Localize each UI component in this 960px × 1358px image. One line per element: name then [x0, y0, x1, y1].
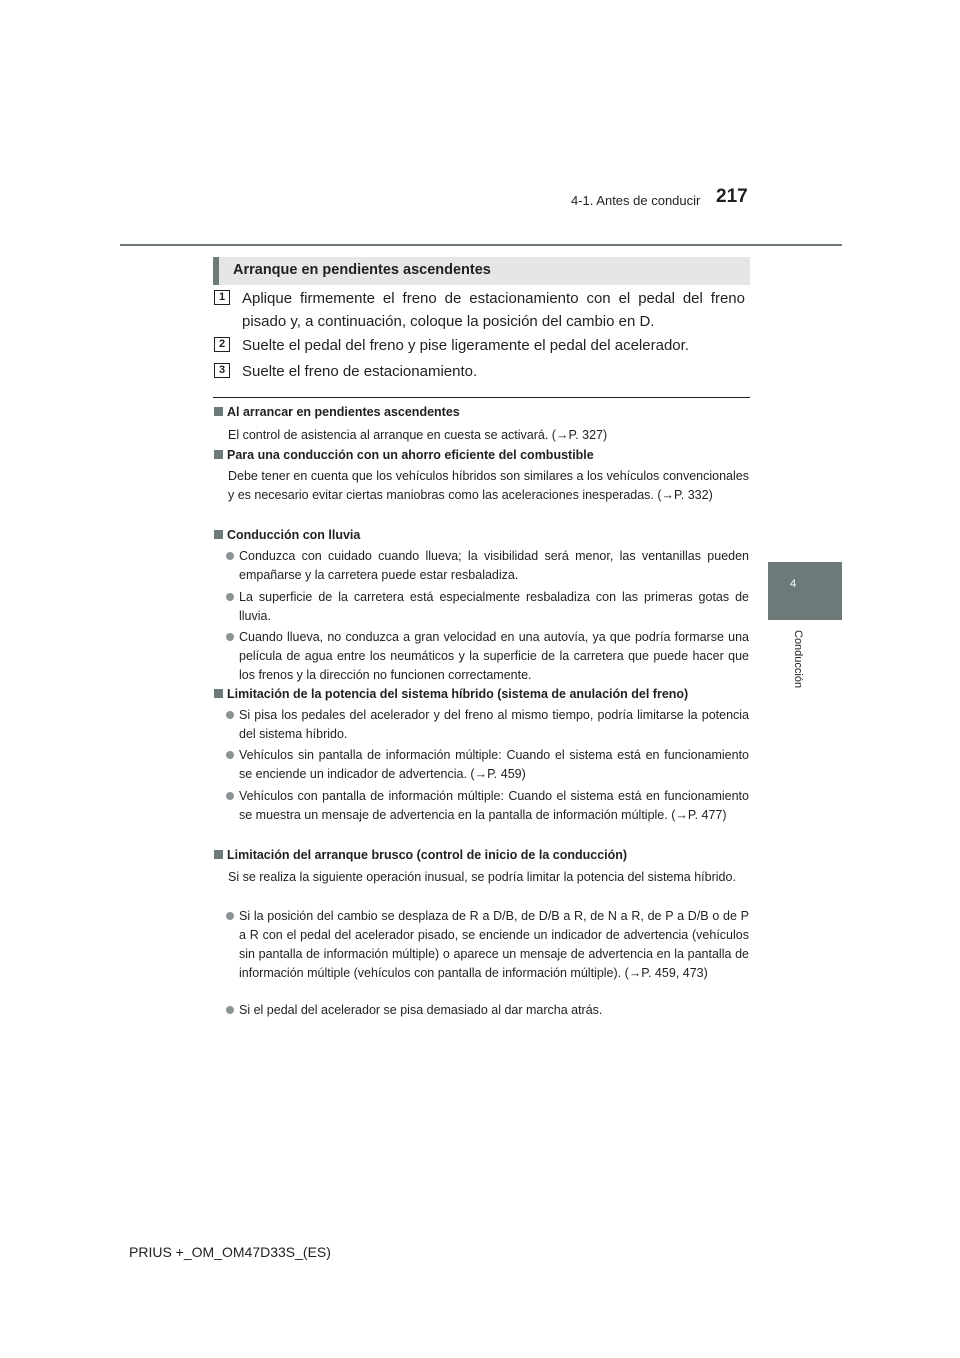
note-heading-text: Limitación de la potencia del sistema híbrido (sistema de anulación del freno) [227, 687, 689, 701]
round-bullet-icon [226, 593, 234, 601]
square-bullet-icon [214, 850, 223, 859]
document-code: PRIUS +_OM_OM47D33S_(ES) [129, 1244, 331, 1260]
note-heading-text: Conducción con lluvia [227, 528, 361, 542]
section-title-bar [213, 257, 750, 285]
round-bullet-icon [226, 1006, 234, 1014]
note-heading-text: Limitación del arranque brusco (control de inicio de la conducción) [227, 848, 628, 862]
running-header-section: 4-1. Antes de conducir [571, 193, 701, 208]
note-body: Debe tener en cuenta que los vehículos híbridos son similares a los vehículos convencionales y es necesario evitar ciertas maniobras como las aceleraciones inesperadas. (→P. 332) [228, 469, 749, 502]
round-bullet-icon [226, 792, 234, 800]
step-number-2: 2 [214, 337, 230, 352]
bullet-text: La superficie de la carretera está especialmente resbaladiza con las primeras gotas de lluvia. [239, 590, 749, 623]
bullet-text: Si pisa los pedales del acelerador y del freno al mismo tiempo, podría limitarse la potencia del sistema híbrido. [239, 708, 749, 741]
square-bullet-icon [214, 407, 223, 416]
step-text-1: Aplique firmemente el freno de estacionamiento con el pedal del freno pisado y, a continuación, coloque la posición del cambio en D. [242, 290, 745, 330]
note-body: El control de asistencia al arranque en cuesta se activará. (→P. 327) [228, 428, 608, 442]
round-bullet-icon [226, 912, 234, 920]
step-number-3: 3 [214, 363, 230, 378]
round-bullet-icon [226, 751, 234, 759]
note-heading-text: Al arrancar en pendientes ascendentes [227, 405, 460, 419]
bullet-text: Si la posición del cambio se desplaza de R a D/B, de D/B a R, de N a R, de P a D/B o de P a R con el pedal del acelerador pisado, se enciende un indicador de advertencia (vehículos sin pantalla de información múltiple) o aparece un mensaje de advertencia en la pantalla de información múltiple (vehículos con pantalla de información múltiple). (→P. 459, 473) [239, 909, 749, 980]
bullet-text: Vehículos sin pantalla de información múltiple: Cuando el sistema está en funcionamiento se enciende un indicador de advertencia. (→P. 459) [239, 748, 749, 781]
bullet-text: Si el pedal del acelerador se pisa demasiado al dar marcha atrás. [239, 1003, 603, 1017]
round-bullet-icon [226, 711, 234, 719]
bullet-text: Vehículos con pantalla de información múltiple: Cuando el sistema está en funcionamiento se muestra un mensaje de advertencia en la pantalla de información múltiple. (→P. 477) [239, 789, 749, 822]
section-title: Arranque en pendientes ascendentes [233, 262, 491, 278]
note-heading [214, 848, 627, 862]
note-heading [214, 405, 460, 419]
round-bullet-icon [226, 633, 234, 641]
steps-divider [213, 397, 750, 398]
note-heading [214, 448, 594, 462]
note-heading-text: Para una conducción con un ahorro eficiente del combustible [227, 448, 594, 462]
chapter-tab [768, 562, 842, 620]
bullet-text: Conduzca con cuidado cuando llueva; la visibilidad será menor, las ventanillas pueden empañarse y la carretera puede estar resbaladiza. [239, 549, 749, 582]
step-text-2: Suelte el pedal del freno y pise ligeramente el pedal del acelerador. [242, 337, 689, 354]
bullet-text: Cuando llueva, no conduzca a gran velocidad en una autovía, ya que podría formarse una película de agua entre los neumáticos y la superficie de la carretera que puede hacer que los frenos y la dirección no funcionen correctamente. [239, 630, 749, 682]
chapter-label: Conducción [792, 630, 804, 689]
note-heading [214, 687, 688, 701]
note-heading [214, 528, 360, 542]
page-number: 217 [716, 186, 748, 207]
round-bullet-icon [226, 552, 234, 560]
square-bullet-icon [214, 530, 223, 539]
chapter-number: 4 [790, 578, 797, 590]
step-text-3: Suelte el freno de estacionamiento. [242, 363, 478, 380]
square-bullet-icon [214, 450, 223, 459]
header-rule [120, 244, 842, 246]
note-body: Si se realiza la siguiente operación inusual, se podría limitar la potencia del sistema híbrido. [228, 870, 736, 884]
step-number-1: 1 [214, 290, 230, 305]
square-bullet-icon [214, 689, 223, 698]
